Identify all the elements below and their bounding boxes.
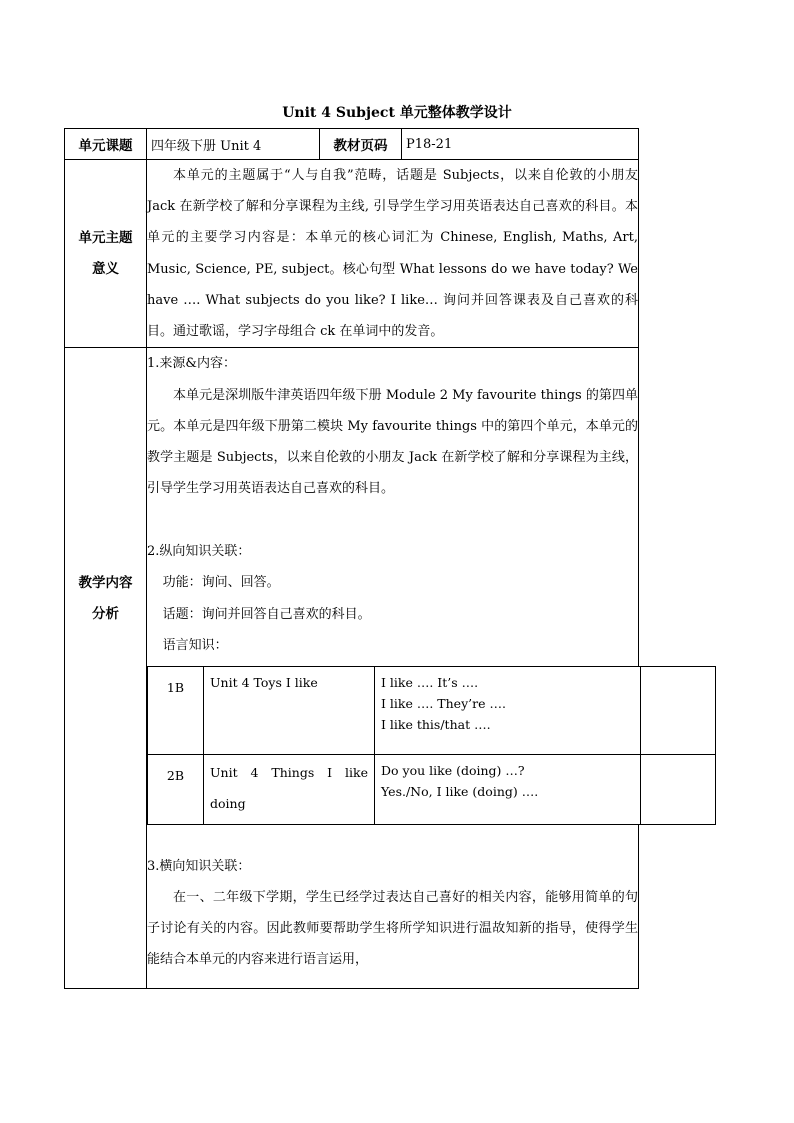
page-value: P18-21 [402, 129, 639, 160]
knowledge-grade: 2B [148, 754, 204, 824]
theme-cell [147, 160, 639, 348]
knowledge-unit: Unit 4 Things I like doing [204, 754, 375, 824]
knowledge-sentence: Yes./No, I like (doing) …. [381, 783, 539, 799]
unit-design-table [64, 128, 639, 989]
knowledge-sentence: Do you like (doing) …? [381, 762, 525, 778]
knowledge-sentence: I like this/that …. [381, 716, 491, 732]
analysis-row [65, 348, 639, 989]
section1-text: 本单元是深圳版牛津英语四年级下册 Module 2 My favourite things 的第四单元。本单元是四年级下册第二模块 My favourite things 中的第四个单元，本单元的教学主题是 Subjects，以来自伦敦的小朋友 Jack 在新学校了解和分享课程为主线，引导学生学习用英语表达自己喜欢的科目。 [147, 387, 638, 497]
theme-label-line1: 单元主题 [78, 229, 133, 246]
section1-heading: 1.来源&内容： [147, 356, 236, 372]
section3-heading: 3.横向知识关联： [147, 858, 251, 874]
analysis-label-line1: 教学内容 [78, 575, 133, 592]
section2-function: 功能：询问、回答。 [162, 575, 280, 591]
unit-topic-label: 单元课题 [65, 129, 147, 160]
theme-text: 本单元的主题属于“人与自我”范畴，话题是 Subjects，以来自伦敦的小朋友 Jack 在新学校了解和分享课程为主线, 引导学生学习用英语表达自己喜欢的科目。本单元的主要学习内容是：本单元的核心词汇为 Chinese, English, Maths, Art, Music, Science, PE, subject。核心句型 What lessons do we have today? We have …. What subjects do you like? I like… 询问并回答课表及自己喜欢的科目。通过歌谣，学习字母组合 ck 在单词中的发音。 [147, 168, 638, 340]
analysis-label [65, 348, 147, 989]
section2-heading: 2.纵向知识关联： [147, 543, 251, 559]
knowledge-sentences [375, 754, 641, 824]
unit-topic-value: 四年级下册 Unit 4 [147, 129, 320, 160]
knowledge-row [148, 666, 716, 754]
page-label: 教材页码 [320, 129, 402, 160]
knowledge-unit: Unit 4 Toys I like [204, 666, 375, 754]
knowledge-empty-cell [641, 666, 716, 754]
knowledge-empty-cell [641, 754, 716, 824]
knowledge-sentences [375, 666, 641, 754]
section2-topic: 话题：询问并回答自己喜欢的科目。 [162, 606, 371, 622]
theme-row [65, 160, 639, 348]
knowledge-table [147, 666, 716, 825]
document-title: Unit 4 Subject 单元整体教学设计 [282, 105, 512, 121]
knowledge-sentence: I like …. It’s …. [381, 674, 479, 690]
analysis-cell [147, 348, 639, 989]
knowledge-sentence: I like …. They’re …. [381, 695, 506, 711]
analysis-label-line2: 分析 [92, 606, 119, 623]
knowledge-grade: 1B [148, 666, 204, 754]
section2-language: 语言知识： [162, 638, 228, 654]
header-row [65, 129, 639, 160]
section3-text: 在一、二年级下学期，学生已经学过表达自己喜好的相关内容，能够用简单的句子讨论有关的内容。因此教师要帮助学生将所学知识进行温故知新的指导，使得学生能结合本单元的内容来进行语言运用， [147, 890, 638, 968]
theme-label [65, 160, 147, 348]
theme-label-line2: 意义 [92, 260, 119, 277]
knowledge-row [148, 754, 716, 824]
